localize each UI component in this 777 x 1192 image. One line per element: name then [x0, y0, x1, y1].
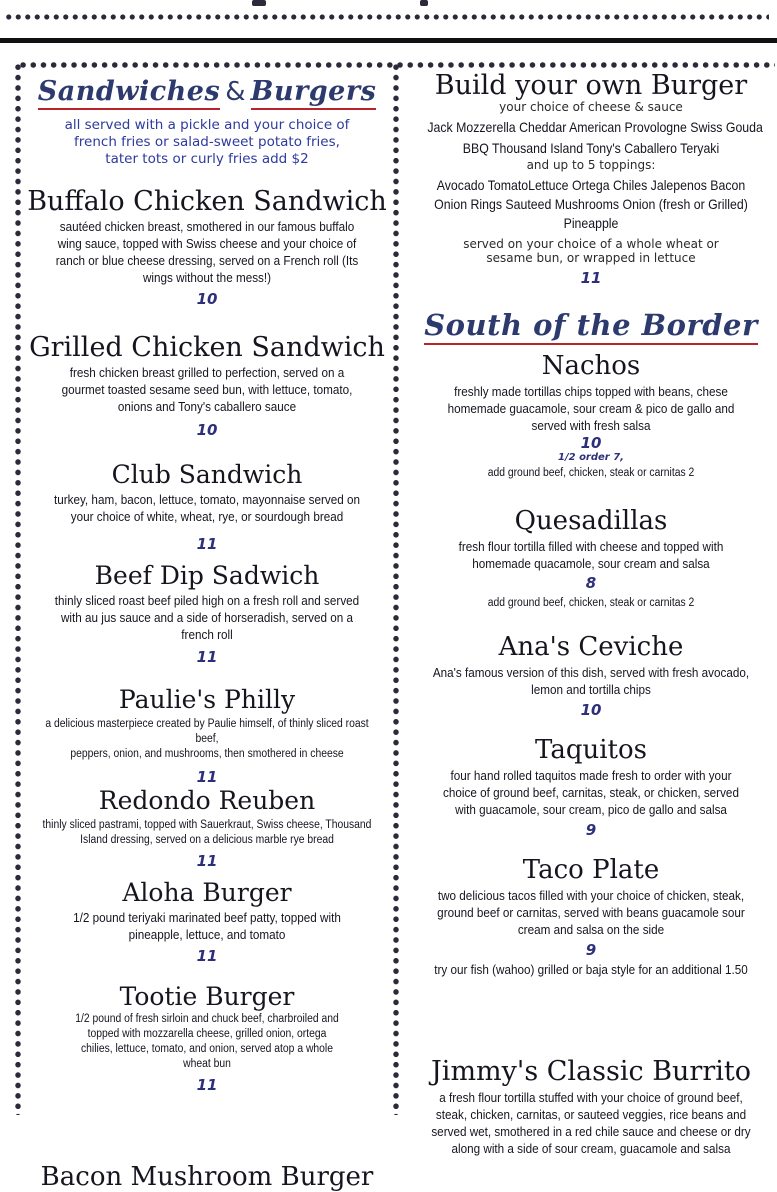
item-price: 11	[196, 852, 218, 871]
byo-price: 11	[580, 269, 602, 288]
desc-line: a delicious masterpiece created by Paulie himself, of thinly sliced roast beef,	[45, 718, 369, 746]
desc-line: gourmet toasted sesame seed bun, with lettuce, tomato,	[61, 382, 353, 398]
item-description	[424, 767, 759, 818]
desc-line: Ana's famous version of this dish, served with fresh avocado,	[432, 665, 750, 681]
desc-line: freshly made tortillas chips topped with beans, chese	[454, 384, 728, 400]
desc-line: steak, chicken, carnitas, or sauteed veggies, rice beans and	[435, 1107, 747, 1123]
byo-toppings-line: Pineapple	[563, 215, 619, 232]
menu-item-quesadillas	[405, 508, 777, 611]
desc-line: french roll	[181, 627, 233, 643]
heading-burgers: Burgers	[251, 76, 377, 110]
desc-line: choice of ground beef, carnitas, steak, or chicken, served	[443, 785, 739, 801]
byo-toppings-line: Avocado TomatoLettuce Ortega Chiles Jalepenos Bacon	[436, 177, 746, 194]
item-title: Quesadillas	[514, 506, 668, 536]
item-title: Grilled Chicken Sandwich	[29, 332, 385, 363]
menu-item-jimmys-classic-burrito	[405, 1058, 777, 1157]
desc-line: two delicious tacos filled with your choice of chicken, steak,	[437, 888, 745, 904]
byo-toppings-note: and up to 5 toppings:	[526, 158, 656, 173]
menu-item-redondo-reuben	[24, 788, 390, 870]
item-title: Taquitos	[535, 735, 647, 765]
desc-line: thinly sliced pastrami, topped with Sauerkraut, Swiss cheese, Thousand	[42, 819, 372, 832]
item-title: Ana's Ceviche	[498, 632, 684, 662]
dotted-frame-left	[13, 62, 23, 1115]
menu-item-taco-plate	[405, 857, 777, 978]
desc-line: served with fresh salsa	[531, 418, 651, 434]
item-title: Redondo Reuben	[98, 786, 316, 815]
byo-cheeses: Jack Mozzerella Cheddar American Provologne Swiss Gouda	[427, 119, 763, 136]
section-heading-south-of-the-border	[405, 308, 777, 345]
item-description	[42, 592, 371, 643]
bun-note-line: sesame bun, or wrapped in lettuce	[486, 251, 696, 266]
item-title: Aloha Burger	[122, 878, 292, 907]
desc-line: onions and Tony's caballero sauce	[117, 399, 297, 415]
desc-line: peppers, onion, and mushrooms, then smothered in cheese	[70, 748, 344, 761]
menu-item-paulies-philly	[24, 687, 390, 786]
item-description	[42, 909, 371, 943]
desc-line: a fresh flour tortilla stuffed with your choice of ground beef,	[439, 1090, 743, 1106]
sides-note-line: french fries or salad-sweet potato fries,	[74, 134, 340, 150]
item-price: 10	[196, 421, 218, 440]
desc-line: thinly sliced roast beef piled high on a fresh roll and served	[54, 593, 360, 609]
desc-line: chilies, lettuce, tomato, and onion, served atop a whole	[80, 1043, 334, 1056]
menu-item-bacon-mushroom-burger	[24, 1164, 390, 1191]
item-description	[424, 887, 759, 938]
desc-line: wing sauce, topped with Swiss cheese and your choice of	[57, 236, 357, 252]
item-description	[42, 717, 371, 762]
cropped-heading-fragment	[252, 0, 266, 6]
item-title: Taco Plate	[522, 855, 660, 885]
item-addon: add ground beef, chicken, steak or carnitas 2	[487, 597, 695, 610]
bun-note-line: served on your choice of a whole wheat or	[463, 237, 719, 252]
byo-title: Build your own Burger	[434, 70, 748, 101]
sides-note-line: tater tots or curly fries add $2	[105, 151, 309, 167]
item-title: Beef Dip Sadwich	[94, 561, 320, 590]
menu-item-tootie-burger	[24, 984, 390, 1094]
item-price: 11	[196, 768, 218, 787]
desc-line: four hand rolled taquitos made fresh to order with your	[450, 768, 732, 784]
item-description	[42, 1012, 371, 1072]
item-price: 11	[196, 1076, 218, 1095]
half-order-price: 1/2 order 7,	[558, 452, 624, 464]
desc-line: along with a side of sour cream, guacamole and salsa	[451, 1141, 731, 1157]
item-price: 9	[585, 821, 597, 840]
item-description	[42, 818, 371, 848]
byo-bun-note	[405, 237, 777, 265]
item-addon: add ground beef, chicken, steak or carnitas 2	[487, 467, 695, 480]
item-price: 11	[196, 535, 218, 554]
desc-line: homemade guacamole, sour cream & pico de gallo and	[447, 401, 735, 417]
item-price: 9	[585, 941, 597, 960]
item-price: 10	[580, 434, 602, 453]
top-dotted-band	[0, 0, 777, 26]
heading-south-of-the-border: South of the Border	[424, 308, 758, 345]
menu-item-club-sandwich	[24, 462, 390, 553]
desc-line: served wet, smothered in a red chile sauce and cheese or dry	[431, 1124, 751, 1140]
desc-line: wheat bun	[183, 1058, 231, 1071]
item-title: Tootie Burger	[119, 982, 295, 1011]
heading-ampersand: &	[225, 77, 246, 107]
desc-line: homemade quacamole, sour cream and salsa	[472, 556, 710, 572]
desc-line: Island dressing, served on a delicious marble rye bread	[80, 834, 334, 847]
sides-note-line: all served with a pickle and your choice of	[64, 117, 350, 133]
byo-toppings-line: Onion Rings Sauteed Mushrooms Onion (fresh or Grilled)	[434, 196, 748, 213]
item-description	[42, 491, 371, 525]
desc-line: ranch or blue cheese dressing, served on a French roll (Its	[55, 253, 359, 269]
desc-line: pineapple, lettuce, and tomato	[128, 927, 286, 943]
item-description	[42, 364, 371, 415]
desc-line: 1/2 pound teriyaki marinated beef patty, topped with	[73, 910, 341, 926]
byo-subtitle: your choice of cheese & sauce	[499, 100, 683, 115]
item-price: 10	[580, 701, 602, 720]
desc-line: sautéed chicken breast, smothered in our famous buffalo	[59, 219, 355, 235]
item-description	[424, 1089, 759, 1157]
item-title: Jimmy's Classic Burrito	[430, 1056, 751, 1087]
menu-item-grilled-chicken	[24, 334, 390, 439]
menu-item-beef-dip	[24, 563, 390, 666]
menu-item-buffalo-chicken	[24, 188, 390, 308]
byo-sauces: BBQ Thousand Island Tony's Caballero Teryaki	[462, 140, 720, 157]
desc-line: with au jus sauce and a side of horseradish, served on a	[60, 610, 354, 626]
build-your-own-burger	[405, 72, 777, 287]
sides-note	[24, 117, 390, 168]
item-price: 11	[196, 648, 218, 667]
desc-line: ground beef or carnitas, served with beans guacamole sour	[437, 905, 745, 921]
item-price: 8	[585, 574, 597, 593]
desc-line: turkey, ham, bacon, lettuce, tomato, mayonnaise served on	[53, 492, 361, 508]
desc-line: topped with mozzarella cheese, grilled onion, ortega	[87, 1028, 327, 1041]
desc-line: fresh chicken breast grilled to perfection, served on a	[69, 365, 345, 381]
item-addon: try our fish (wahoo) grilled or baja style for an additional 1.50	[434, 962, 748, 978]
desc-line: 1/2 pound of fresh sirloin and chuck beef, charbroiled and	[75, 1013, 339, 1026]
desc-line: cream and salsa on the side	[517, 922, 665, 938]
section-heading-sandwiches-burgers	[24, 76, 390, 110]
dotted-column-divider	[391, 62, 401, 1115]
dotted-border-row	[4, 12, 769, 22]
item-description	[42, 218, 371, 286]
desc-line: with guacamole, sour cream, pico de gallo and salsa	[455, 802, 727, 818]
item-description	[424, 664, 759, 698]
item-title: Buffalo Chicken Sandwich	[27, 186, 387, 217]
menu-item-aloha-burger	[24, 880, 390, 965]
item-title: Paulie's Philly	[118, 685, 296, 714]
heading-sandwiches: Sandwiches	[38, 76, 220, 110]
menu-item-nachos	[405, 353, 777, 481]
item-price: 10	[196, 290, 218, 309]
item-title: Club Sandwich	[111, 460, 303, 489]
item-title: Bacon Mushroom Burger	[40, 1162, 374, 1192]
item-description	[424, 383, 759, 434]
menu-item-taquitos	[405, 737, 777, 839]
item-title: Nachos	[541, 351, 641, 381]
desc-line: lemon and tortilla chips	[531, 682, 651, 698]
desc-line: your choice of white, wheat, rye, or sourdough bread	[70, 509, 344, 525]
item-description	[424, 538, 759, 572]
desc-line: wings without the mess!)	[142, 270, 272, 286]
top-rule	[0, 38, 777, 43]
desc-line: fresh flour tortilla filled with cheese and topped with	[458, 539, 724, 555]
cropped-heading-fragment	[420, 0, 428, 6]
menu-item-anas-ceviche	[405, 634, 777, 719]
item-price: 11	[196, 947, 218, 966]
